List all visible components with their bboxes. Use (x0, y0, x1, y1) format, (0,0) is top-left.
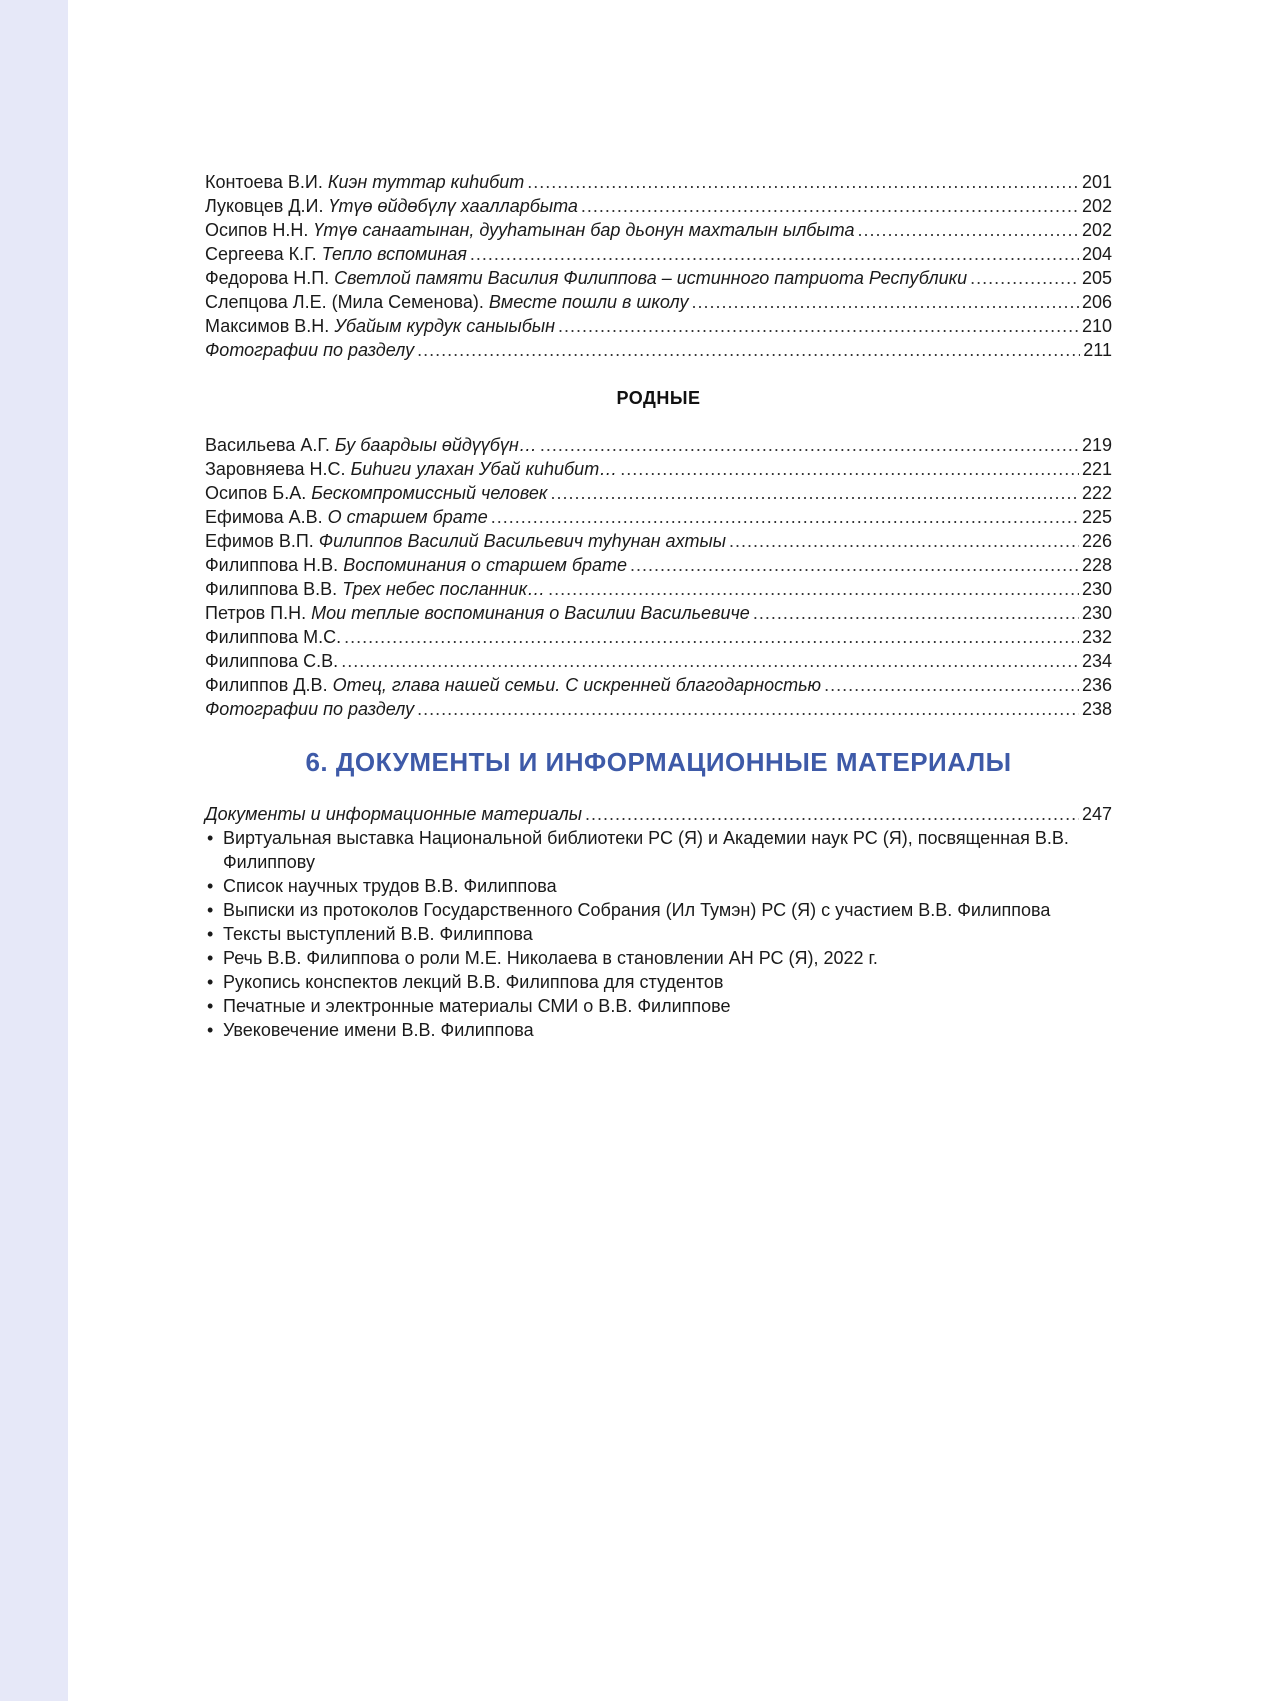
dot-leader (341, 649, 1079, 673)
toc-author: Максимов В.Н. (205, 316, 330, 336)
toc-title: Документы и информационные материалы (205, 804, 582, 824)
toc-author: Филиппова В.В. (205, 579, 338, 599)
toc-entry (205, 338, 1112, 362)
toc-page-number: 219 (1081, 435, 1112, 455)
toc-page-number: 230 (1081, 579, 1112, 599)
toc-title: Воспоминания о старшем брате (343, 555, 628, 575)
documents-bullet-list (205, 826, 1112, 1042)
toc-title: Мои теплые воспоминания о Василии Васильевиче (311, 603, 750, 623)
section-heading-rodnye: РОДНЫЕ (616, 388, 701, 408)
bullet-icon: • (207, 828, 214, 848)
toc-page-number: 202 (1081, 196, 1112, 216)
toc-entry (205, 697, 1112, 721)
dot-leader (630, 553, 1079, 577)
toc-author: Осипов Н.Н. (205, 220, 309, 240)
dot-leader (344, 625, 1079, 649)
toc-page-number: 226 (1081, 531, 1112, 551)
toc-author: Ефимова А.В. (205, 507, 323, 527)
toc-title: Биһиги улахан Убай киһибит… (350, 459, 618, 479)
bullet-text: Список научных трудов В.В. Филиппова (223, 876, 557, 896)
bullet-text: Печатные и электронные материалы СМИ о В.В. Филиппове (223, 996, 731, 1016)
toc-entry (205, 649, 1112, 673)
toc-group-3 (205, 802, 1112, 826)
toc-title: Үтүө санаатынан, дууһатынан бар дьонун махталын ылбыта (313, 220, 855, 240)
bullet-text: Рукопись конспектов лекций В.В. Филиппова для студентов (223, 972, 724, 992)
table-of-contents (205, 170, 1112, 1042)
toc-author: Филиппов Д.В. (205, 675, 328, 695)
dot-leader (753, 601, 1079, 625)
toc-entry-text (205, 673, 821, 697)
toc-entry-text (205, 529, 726, 553)
toc-entry-text (205, 649, 338, 673)
dot-leader (470, 242, 1079, 266)
toc-page-number: 206 (1081, 292, 1112, 312)
toc-author: Филиппова М.С. (205, 627, 342, 647)
toc-title: Филиппов Василий Васильевич туһунан ахтыы (318, 531, 726, 551)
toc-page-number: 238 (1081, 699, 1112, 719)
toc-author: Федорова Н.П. (205, 268, 330, 288)
toc-group-1 (205, 170, 1112, 362)
toc-page-number: 221 (1081, 459, 1112, 479)
toc-entry (205, 577, 1112, 601)
dot-leader (417, 697, 1079, 721)
toc-entry-text (205, 314, 555, 338)
bullet-icon: • (207, 876, 214, 896)
bullet-item (205, 994, 1112, 1018)
toc-entry (205, 529, 1112, 553)
toc-title: Фотографии по разделу (205, 699, 415, 719)
toc-entry (205, 218, 1112, 242)
bullet-item (205, 970, 1112, 994)
toc-entry-text (205, 338, 414, 362)
toc-page-number: 247 (1081, 804, 1112, 824)
toc-entry-text (205, 601, 750, 625)
dot-leader (857, 218, 1078, 242)
dot-leader (417, 338, 1080, 362)
toc-entry-text (205, 625, 341, 649)
toc-entry (205, 242, 1112, 266)
toc-entry (205, 194, 1112, 218)
bullet-item (205, 826, 1112, 874)
toc-page-number: 201 (1081, 172, 1112, 192)
bullet-icon: • (207, 948, 214, 968)
toc-author: Контоева В.И. (205, 172, 323, 192)
toc-entry-text (205, 505, 488, 529)
toc-title: Фотографии по разделу (205, 340, 415, 360)
toc-entry-text (205, 266, 967, 290)
chapter-heading: 6. ДОКУМЕНТЫ И ИНФОРМАЦИОННЫЕ МАТЕРИАЛЫ (305, 747, 1012, 777)
toc-entry (205, 433, 1112, 457)
toc-entry-text (205, 194, 578, 218)
toc-entry (205, 266, 1112, 290)
toc-title: О старшем брате (327, 507, 488, 527)
toc-title: Трех небес посланник… (342, 579, 546, 599)
toc-entry-text (205, 802, 582, 826)
toc-title: Убайым курдук саныыбын (334, 316, 555, 336)
toc-author: Петров П.Н. (205, 603, 307, 623)
dot-leader (585, 802, 1079, 826)
bullet-item (205, 946, 1112, 970)
dot-leader (691, 290, 1079, 314)
dot-leader (540, 433, 1079, 457)
toc-title: Отец, глава нашей семьи. С искренней благодарностью (332, 675, 822, 695)
toc-title: Тепло вспоминая (321, 244, 467, 264)
dot-leader (527, 170, 1079, 194)
bullet-icon: • (207, 996, 214, 1016)
toc-entry-text (205, 577, 545, 601)
bullet-icon: • (207, 924, 214, 944)
bullet-item (205, 922, 1112, 946)
toc-page-number: 205 (1081, 268, 1112, 288)
toc-entry (205, 505, 1112, 529)
dot-leader (548, 577, 1079, 601)
toc-title: Светлой памяти Василия Филиппова – истинного патриота Республики (334, 268, 968, 288)
toc-entry-text (205, 433, 537, 457)
bullet-text: Виртуальная выставка Национальной библиотеки РС (Я) и Академии наук РС (Я), посвященная В.В. Филиппову (223, 828, 1069, 872)
toc-title: Бу баардыы өйдүүбүн… (334, 435, 537, 455)
toc-title: Бескомпромиссный человек (311, 483, 548, 503)
dot-leader (824, 673, 1079, 697)
dot-leader (729, 529, 1079, 553)
toc-entry (205, 290, 1112, 314)
toc-entry-text (205, 697, 414, 721)
bullet-item (205, 1018, 1112, 1042)
toc-author: Заровняева Н.С. (205, 459, 346, 479)
bullet-icon: • (207, 972, 214, 992)
bullet-item (205, 898, 1112, 922)
toc-title: Үтүө өйдөбүлү хаалларбыта (328, 196, 578, 216)
toc-entry (205, 601, 1112, 625)
toc-entry (205, 802, 1112, 826)
toc-title: Вместе пошли в школу (488, 292, 689, 312)
toc-author: Осипов Б.А. (205, 483, 307, 503)
dot-leader (620, 457, 1079, 481)
toc-page-number: 228 (1081, 555, 1112, 575)
toc-entry (205, 625, 1112, 649)
toc-page-number: 225 (1081, 507, 1112, 527)
toc-author: Луковцев Д.И. (205, 196, 324, 216)
dot-leader (970, 266, 1079, 290)
toc-author: Васильева А.Г. (205, 435, 330, 455)
toc-entry-text (205, 290, 688, 314)
toc-author: Сергеева К.Г. (205, 244, 317, 264)
toc-entry-text (205, 553, 627, 577)
toc-entry-text (205, 170, 524, 194)
toc-page-number: 202 (1081, 220, 1112, 240)
bullet-icon: • (207, 1020, 214, 1040)
toc-group-2 (205, 433, 1112, 721)
toc-page-number: 211 (1083, 340, 1112, 360)
toc-page-number: 204 (1081, 244, 1112, 264)
bullet-text: Увековечение имени В.В. Филиппова (223, 1020, 534, 1040)
toc-entry (205, 314, 1112, 338)
toc-entry-text (205, 218, 854, 242)
bullet-text: Тексты выступлений В.В. Филиппова (223, 924, 533, 944)
toc-title: Киэн туттар киһибит (327, 172, 525, 192)
dot-leader (558, 314, 1079, 338)
toc-entry (205, 457, 1112, 481)
toc-entry-text (205, 481, 547, 505)
toc-page-number: 230 (1081, 603, 1112, 623)
toc-author: Слепцова Л.Е. (Мила Семенова). (205, 292, 484, 312)
toc-page-number: 222 (1081, 483, 1112, 503)
toc-page-number: 234 (1081, 651, 1112, 671)
toc-entry (205, 553, 1112, 577)
toc-author: Ефимов В.П. (205, 531, 314, 551)
bullet-icon: • (207, 900, 214, 920)
toc-author: Филиппова Н.В. (205, 555, 339, 575)
dot-leader (550, 481, 1079, 505)
toc-entry-text (205, 457, 617, 481)
bullet-text: Речь В.В. Филиппова о роли М.Е. Николаева в становлении АН РС (Я), 2022 г. (223, 948, 878, 968)
toc-page-number: 210 (1081, 316, 1112, 336)
bullet-text: Выписки из протоколов Государственного Собрания (Ил Тумэн) РС (Я) с участием В.В. Филиппова (223, 900, 1051, 920)
bullet-item (205, 874, 1112, 898)
toc-entry (205, 170, 1112, 194)
toc-entry (205, 673, 1112, 697)
toc-page-number: 236 (1081, 675, 1112, 695)
toc-entry (205, 481, 1112, 505)
dot-leader (581, 194, 1079, 218)
toc-entry-text (205, 242, 467, 266)
toc-author: Филиппова С.В. (205, 651, 339, 671)
toc-page-number: 232 (1081, 627, 1112, 647)
page-edge-strip (0, 0, 68, 1701)
dot-leader (491, 505, 1079, 529)
